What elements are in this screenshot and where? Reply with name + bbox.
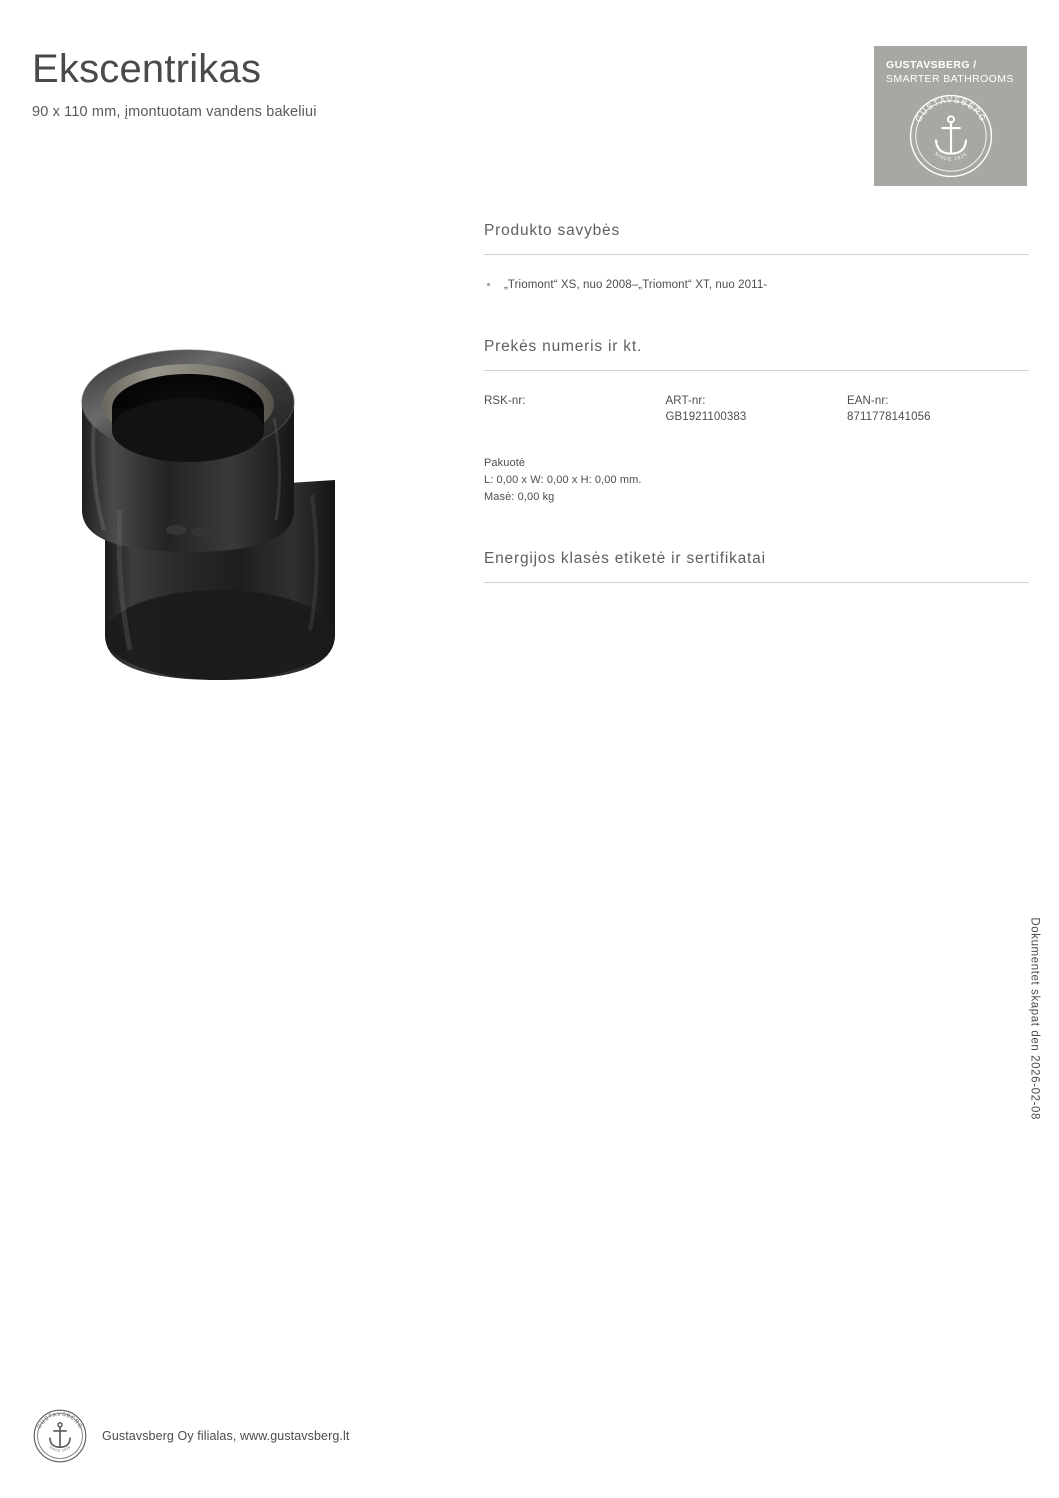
- art-value: GB1921100383: [665, 411, 747, 424]
- rsk-value: [484, 411, 665, 425]
- packaging-dimensions: L: 0,00 x W: 0,00 x H: 0,00 mm.: [484, 474, 642, 487]
- svg-text:SINCE 1825: SINCE 1825: [932, 151, 969, 163]
- gustavsberg-anchor-seal-icon: [907, 92, 995, 180]
- section-title-features: Produkto savybės: [484, 222, 1029, 255]
- section-title-numbers: Prekės numeris ir kt.: [484, 338, 1029, 371]
- packaging-title: Pakuotė: [484, 457, 526, 470]
- footer-anchor-seal-icon: [32, 1408, 88, 1464]
- section-title-energy: Energijos klasės etiketė ir sertifikatai: [484, 550, 1029, 583]
- document-date: Dokumentet skapat den 2026-02-08: [1029, 917, 1041, 1120]
- brand-name: GUSTAVSBERG /: [886, 59, 977, 71]
- numbers-grid: [484, 395, 1029, 425]
- rsk-label: RSK-nr:: [484, 395, 526, 408]
- footer-text: Gustavsberg Oy filialas, www.gustavsberg.lt: [102, 1429, 350, 1443]
- product-image: [60, 280, 420, 700]
- page-subtitle: 90 x 110 mm, įmontuotam vandens bakeliui: [32, 104, 317, 120]
- art-label: ART-nr:: [665, 395, 706, 408]
- packaging-weight: Masė: 0,00 kg: [484, 491, 555, 504]
- feature-list: [484, 277, 1029, 294]
- page-footer: [32, 1408, 349, 1464]
- brand-block: [874, 46, 1027, 186]
- ean-column: [847, 395, 1028, 425]
- art-column: [665, 395, 846, 425]
- svg-text:GUSTAVSBERG: GUSTAVSBERG: [912, 94, 989, 124]
- page-title: Ekscentrikas: [32, 47, 262, 91]
- ean-value: 8711778141056: [846, 411, 931, 424]
- packaging-block: [484, 455, 1029, 506]
- ean-label: EAN-nr:: [846, 395, 889, 408]
- product-details: [484, 222, 1029, 583]
- svg-text:SINCE 1825: SINCE 1825: [48, 1444, 72, 1453]
- rsk-column: [484, 395, 665, 425]
- list-item: „Triomont“ XS, nuo 2008–„Triomont“ XT, nuo 2011-: [484, 277, 1029, 294]
- svg-text:GUSTAVSBERG: GUSTAVSBERG: [36, 1411, 84, 1431]
- brand-tagline: SMARTER BATHROOMS: [886, 73, 1014, 86]
